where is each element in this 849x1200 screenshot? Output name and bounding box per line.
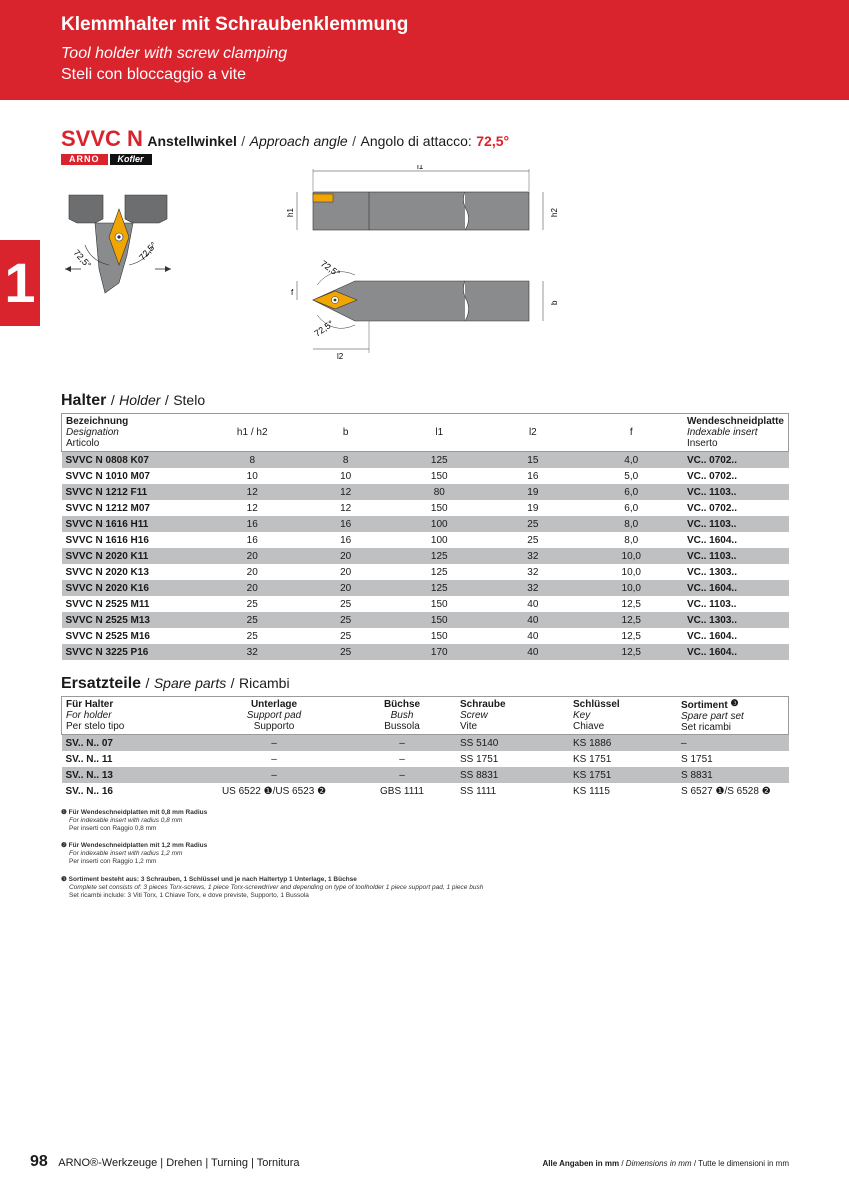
footnote-de: ❸ Sortiment besteht aus: 3 Schrauben, 1 Schlüssel und je nach Haltertyp 1 Unterlage, 1 Büchse [61, 876, 357, 883]
cell-h: 20 [246, 566, 258, 578]
cell-holder: SV.. N.. 16 [65, 785, 113, 797]
cell-l2: 32 [527, 582, 539, 594]
holder-table-header [62, 414, 789, 452]
cell-h: 8 [249, 454, 255, 466]
product-title: SVVC N Anstellwinkel / Approach angle / Angolo di attacco: 72,5° [61, 126, 510, 151]
cell-l2: 40 [527, 614, 539, 626]
col-h: h1 / h2 [236, 427, 268, 438]
cell-h: 25 [246, 614, 258, 626]
cell-key: KS 1886 [573, 737, 612, 749]
cell-holder: SV.. N.. 11 [65, 753, 113, 765]
footnote [61, 842, 207, 866]
dim-l2-label: l2 [337, 352, 344, 361]
cell-insert: VC.. 1604.. [686, 582, 737, 594]
cell-f: 12,5 [621, 614, 641, 626]
holder-title-it: Stelo [173, 392, 206, 408]
col-insert: Wendeschneidplatte Indexable insert Inserto [686, 416, 784, 449]
cell-b: 20 [340, 566, 352, 578]
col-for-holder: Für Halter For holder Per stelo tipo [66, 699, 125, 732]
cell-support-pad: – [271, 769, 277, 781]
table-row [62, 628, 789, 644]
cell-l2: 32 [527, 566, 539, 578]
cell-insert: VC.. 0702.. [686, 502, 737, 514]
page-title-it: Steli con bloccaggio a vite [61, 66, 246, 83]
cell-h: 25 [246, 598, 258, 610]
cell-key: KS 1115 [573, 785, 610, 797]
cell-b: 8 [342, 454, 349, 466]
col-support-pad: Unterlage Support pad Supporto [246, 699, 302, 732]
cell-l1: 150 [430, 502, 448, 514]
cell-set: – [681, 737, 687, 749]
cell-screw: SS 5140 [460, 737, 499, 749]
cell-l1: 125 [430, 454, 448, 466]
cell-designation: SVVC N 3225 P16 [65, 646, 149, 658]
cell-insert: VC.. 0702.. [686, 454, 737, 466]
cell-l1: 125 [430, 566, 448, 578]
table-row [62, 751, 789, 767]
cell-l1: 150 [430, 630, 448, 642]
cell-l2: 40 [527, 646, 539, 658]
cell-insert: VC.. 1103.. [686, 486, 737, 498]
cell-h: 12 [246, 502, 258, 514]
cell-f: 6,0 [624, 502, 639, 514]
cell-insert: VC.. 1604.. [686, 646, 737, 658]
cell-insert: VC.. 1303.. [686, 566, 737, 578]
header-banner [0, 0, 849, 100]
cell-h: 10 [246, 470, 258, 482]
cell-b: 12 [340, 486, 352, 498]
cell-l1: 150 [430, 614, 448, 626]
footer-dimensions-note: Alle Angaben in mm / Dimensions in mm / Tutte le dimensioni in mm [542, 1159, 789, 1168]
footnote-it: Set ricambi include: 3 Viti Torx, 1 Chiave Torx, e dove previste, Supporto, 1 Bussola [69, 892, 309, 899]
table-row [62, 580, 789, 596]
cell-h: 25 [246, 630, 258, 642]
cell-key: KS 1751 [573, 753, 612, 765]
cell-h: 16 [246, 534, 258, 546]
footnote-en: For indexable insert with radius 1,2 mm [69, 850, 183, 857]
angle-top-label: 72,5° [318, 258, 342, 279]
col-l2: l2 [528, 427, 537, 438]
side-view [286, 165, 559, 230]
cell-l2: 25 [527, 518, 539, 530]
holder-title-en: Holder [119, 392, 161, 408]
table-row [62, 500, 789, 516]
table-row [62, 468, 789, 484]
brand-logos [61, 154, 152, 165]
cell-l2: 15 [527, 454, 539, 466]
page-title-en: Tool holder with screw clamping [61, 45, 288, 62]
footnote-de: ❷ Für Wendeschneidplatten mit 1,2 mm Radius [61, 842, 208, 849]
col-bush: Büchse Bush Bussola [383, 699, 421, 732]
cell-holder: SV.. N.. 07 [65, 737, 113, 749]
cell-l1: 100 [430, 534, 448, 546]
holder-title-de: Halter [61, 392, 107, 409]
angle-left-label: 72,5° [71, 247, 94, 271]
col-key: Schlüssel Key Chiave [573, 699, 620, 732]
cell-designation: SVVC N 2525 M11 [65, 598, 150, 610]
cell-b: 10 [340, 470, 352, 482]
cell-b: 20 [340, 550, 352, 562]
holder-section-title: Halter / Holder / Stelo [61, 392, 206, 409]
cell-f: 8,0 [624, 518, 639, 530]
cell-b: 25 [340, 630, 352, 642]
cell-designation: SVVC N 2020 K11 [65, 550, 149, 562]
cell-l1: 150 [430, 470, 448, 482]
col-designation: Bezeichnung Designation Articolo [66, 416, 129, 449]
kofler-logo: Kofler [110, 154, 152, 165]
cell-f: 5,0 [624, 470, 639, 482]
cell-bush: – [399, 769, 405, 781]
cell-insert: VC.. 1103.. [686, 598, 737, 610]
spare-title-de: Ersatzteile [61, 675, 142, 692]
table-row [62, 532, 789, 548]
product-label-en: Approach angle [249, 133, 348, 149]
table-row [62, 596, 789, 612]
footer-text: ARNO®-Werkzeuge | Drehen | Turning | Tornitura [58, 1157, 300, 1169]
spare-section-title: Ersatzteile / Spare parts / Ricambi [61, 675, 290, 692]
chapter-tab: 1 [0, 240, 40, 326]
table-row [62, 564, 789, 580]
cell-b: 20 [340, 582, 352, 594]
table-row [62, 484, 789, 500]
cell-h: 20 [246, 550, 258, 562]
footnote-it: Per inserti con Raggio 1,2 mm [69, 858, 157, 865]
cell-designation: SVVC N 2020 K16 [65, 582, 149, 594]
cell-f: 10,0 [621, 566, 641, 578]
cell-f: 4,0 [624, 454, 639, 466]
footnote [61, 876, 483, 900]
cell-l2: 25 [527, 534, 539, 546]
dim-b-label: b [550, 300, 559, 305]
cell-l1: 125 [430, 582, 448, 594]
col-f: f [629, 427, 633, 438]
cell-l1: 150 [430, 598, 448, 610]
cell-support-pad: – [271, 737, 277, 749]
table-row [62, 783, 789, 799]
product-code: SVVC N [61, 126, 143, 151]
table-row [62, 548, 789, 564]
cell-b: 16 [340, 518, 352, 530]
dim-f-label: f [291, 288, 294, 297]
cell-key: KS 1751 [573, 769, 612, 781]
cell-l2: 40 [527, 630, 539, 642]
cell-insert: VC.. 0702.. [686, 470, 737, 482]
spare-table [61, 696, 789, 799]
cell-insert: VC.. 1103.. [686, 550, 737, 562]
cell-screw: SS 1111 [460, 785, 497, 797]
cell-f: 10,0 [621, 550, 641, 562]
cell-support-pad: – [271, 753, 277, 765]
spare-table-header [62, 697, 789, 735]
cell-designation: SVVC N 1212 F11 [65, 486, 148, 498]
holder-table [61, 413, 789, 660]
cell-h: 12 [246, 486, 258, 498]
footnote-en: For indexable insert with radius 0,8 mm [69, 817, 183, 824]
table-row [62, 516, 789, 532]
footer-left [30, 1153, 300, 1171]
cell-insert: VC.. 1604.. [686, 630, 737, 642]
cell-h: 16 [246, 518, 258, 530]
cell-designation: SVVC N 1616 H16 [65, 534, 149, 546]
col-l1: l1 [435, 427, 444, 438]
cell-set: S 1751 [681, 753, 713, 765]
spare-title-en: Spare parts [153, 675, 227, 691]
col-b: b [342, 427, 349, 438]
technical-drawing [55, 165, 575, 365]
cell-f: 10,0 [621, 582, 641, 594]
insert-detail [65, 195, 171, 293]
top-view [291, 258, 559, 361]
dim-l1-label: l1 [417, 165, 424, 171]
angle-right-label: 72,5° [137, 239, 159, 263]
cell-l1: 170 [430, 646, 448, 658]
cell-l2: 32 [527, 550, 539, 562]
cell-designation: SVVC N 0808 K07 [65, 454, 149, 466]
footnote-de: ❶ Für Wendeschneidplatten mit 0,8 mm Radius [61, 809, 208, 816]
col-set: Sortiment ❸ Spare part set Set ricambi [681, 698, 744, 733]
dim-h2-label: h2 [550, 208, 559, 217]
cell-l1: 80 [433, 486, 445, 498]
cell-insert: VC.. 1303.. [686, 614, 737, 626]
approach-angle: 72,5° [476, 133, 510, 149]
cell-bush: GBS 1111 [380, 785, 424, 797]
cell-insert: VC.. 1604.. [686, 534, 737, 546]
cell-l1: 100 [430, 518, 448, 530]
product-label-it: Angolo di attacco: [360, 133, 472, 149]
cell-designation: SVVC N 2020 K13 [65, 566, 149, 578]
cell-f: 12,5 [621, 598, 641, 610]
cell-screw: SS 1751 [460, 753, 499, 765]
arno-logo: ARNO [61, 154, 108, 165]
cell-holder: SV.. N.. 13 [65, 769, 113, 781]
cell-f: 12,5 [621, 630, 641, 642]
table-row [62, 452, 789, 469]
cell-l2: 19 [527, 502, 539, 514]
table-row [62, 767, 789, 783]
cell-l2: 19 [527, 486, 539, 498]
cell-b: 25 [340, 646, 352, 658]
cell-designation: SVVC N 2525 M13 [65, 614, 150, 626]
cell-b: 25 [340, 614, 352, 626]
page-number: 98 [30, 1153, 48, 1170]
angle-bottom-label: 72,5° [312, 318, 336, 339]
cell-support-pad: US 6522 ❶/US 6523 ❷ [221, 785, 327, 797]
table-row [62, 644, 789, 660]
cell-set: S 8831 [681, 769, 713, 781]
cell-f: 8,0 [624, 534, 639, 546]
cell-b: 16 [340, 534, 352, 546]
cell-designation: SVVC N 2525 M16 [65, 630, 150, 642]
footnote-it: Per inserti con Raggio 0,8 mm [69, 825, 157, 832]
cell-l1: 125 [430, 550, 448, 562]
cell-screw: SS 8831 [460, 769, 499, 781]
cell-designation: SVVC N 1010 M07 [65, 470, 150, 482]
cell-h: 32 [246, 646, 258, 658]
footnote [61, 809, 207, 833]
cell-l2: 40 [527, 598, 539, 610]
cell-insert: VC.. 1103.. [686, 518, 737, 530]
dim-h1-label: h1 [286, 208, 295, 217]
table-row [62, 612, 789, 628]
cell-l2: 16 [527, 470, 539, 482]
cell-b: 12 [340, 502, 352, 514]
table-row [62, 735, 789, 752]
page-title: Klemmhalter mit Schraubenklemmung [61, 14, 409, 35]
cell-f: 6,0 [624, 486, 639, 498]
cell-bush: – [399, 737, 405, 749]
spare-title-it: Ricambi [239, 675, 290, 691]
footnote-en: Complete set consists of: 3 pieces Torx-screws, 1 piece Torx-screwdriver and depending on type of toolholder 1 piece support pad, 1 piece bush [69, 884, 484, 891]
col-screw: Schraube Screw Vite [460, 699, 506, 732]
cell-b: 25 [340, 598, 352, 610]
cell-f: 12,5 [621, 646, 641, 658]
cell-h: 20 [246, 582, 258, 594]
product-label-de: Anstellwinkel [147, 133, 237, 149]
cell-designation: SVVC N 1212 M07 [65, 502, 150, 514]
cell-designation: SVVC N 1616 H11 [65, 518, 149, 530]
cell-set: S 6527 ❶/S 6528 ❷ [681, 785, 771, 797]
cell-bush: – [399, 753, 405, 765]
